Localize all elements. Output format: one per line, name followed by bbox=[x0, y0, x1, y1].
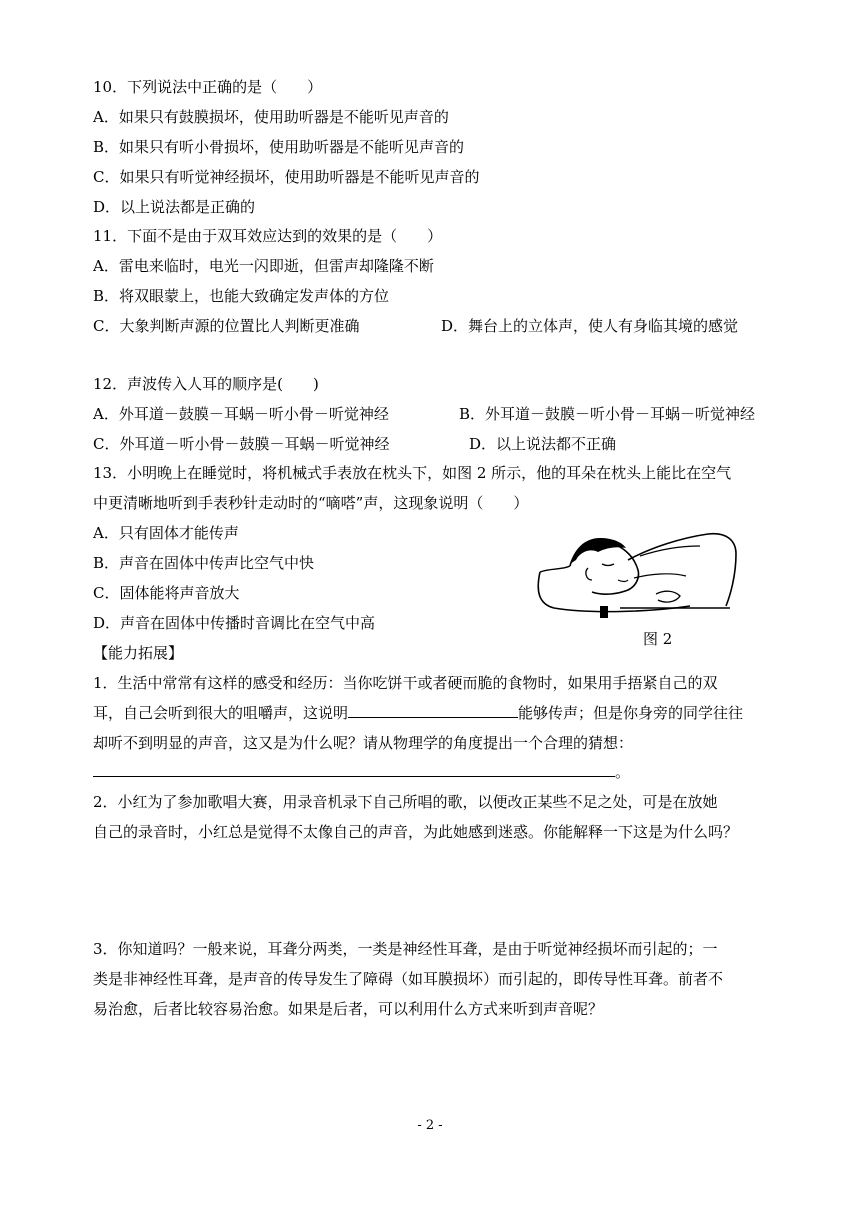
q10-option-a: A．如果只有鼓膜损坏，使用助听器是不能听见声音的 bbox=[93, 108, 449, 126]
q10-stem: 10．下列说法中正确的是（ ） bbox=[93, 78, 323, 96]
q12-option-c: C．外耳道－听小骨－鼓膜－耳蜗－听觉神经 bbox=[93, 435, 390, 453]
q13-stem-line1: 13．小明晚上在睡觉时，将机械式手表放在枕头下，如图 2 所示，他的耳朵在枕头上能比在空气 bbox=[93, 464, 732, 482]
q13-option-b: B．声音在固体中传声比空气中快 bbox=[93, 554, 315, 572]
e3-line2: 类是非神经性耳聋，是声音的传导发生了障碍（如耳膜损坏）而引起的，即传导性耳聋。前者不 bbox=[93, 970, 724, 988]
q12-option-b: B．外耳道－鼓膜－听小骨－耳蜗－听觉神经 bbox=[459, 405, 756, 423]
e1-line2-start: 耳，自己会听到很大的咀嚼声，这说明 bbox=[93, 704, 349, 722]
e3-line3: 易治愈，后者比较容易治愈。如果是后者，可以利用什么方式来听到声音呢？ bbox=[93, 1000, 604, 1018]
figure-caption: 图 2 bbox=[643, 630, 673, 648]
e1-line4 bbox=[93, 762, 630, 782]
q11-option-a: A．雷电来临时，电光一闪即逝，但雷声却隆隆不断 bbox=[93, 257, 434, 275]
q13-option-c: C．固体能将声音放大 bbox=[93, 584, 240, 602]
q10-option-c: C．如果只有听觉神经损坏，使用助听器是不能听见声音的 bbox=[93, 168, 480, 186]
e2-line2: 自己的录音时，小红总是觉得不太像自己的声音，为此她感到迷惑。你能解释一下这是为什么吗？ bbox=[93, 823, 739, 841]
e1-line3: 却听不到明显的声音，这又是为什么呢？请从物理学的角度提出一个合理的猜想： bbox=[93, 734, 634, 752]
answer-blank-1[interactable] bbox=[348, 703, 518, 718]
q12-option-d: D．以上说法都不正确 bbox=[469, 435, 617, 453]
q11-option-c: C．大象判断声源的位置比人判断更准确 bbox=[93, 317, 360, 335]
sleeping-boy-figure bbox=[530, 520, 740, 630]
q13-option-d: D．声音在固体中传播时音调比在空气中高 bbox=[93, 614, 376, 632]
q10-option-d: D．以上说法都是正确的 bbox=[93, 198, 256, 216]
e1-line2 bbox=[93, 703, 743, 723]
e2-line1: 2．小红为了参加歌唱大赛，用录音机录下自己所唱的歌，以便改正某些不足之处，可是在放她 bbox=[93, 793, 718, 811]
e1-line4-end: 。 bbox=[615, 763, 631, 781]
q13-option-a: A．只有固体才能传声 bbox=[93, 524, 239, 542]
q11-option-b: B．将双眼蒙上，也能大致确定发声体的方位 bbox=[93, 287, 390, 305]
q11-stem: 11．下面不是由于双耳效应达到的效果的是（ ） bbox=[93, 227, 443, 245]
page-number: - 2 - bbox=[417, 1118, 443, 1133]
q12-stem: 12．声波传入人耳的顺序是( ) bbox=[93, 375, 319, 393]
q10-option-b: B．如果只有听小骨损坏，使用助听器是不能听见声音的 bbox=[93, 138, 465, 156]
e1-line2-end: 能够传声；但是你身旁的同学往往 bbox=[518, 704, 744, 722]
q12-option-a: A．外耳道－鼓膜－耳蜗－听小骨－听觉神经 bbox=[93, 405, 389, 423]
e1-line1: 1．生活中常常有这样的感受和经历：当你吃饼干或者硬而脆的食物时，如果用手捂紧自己的双 bbox=[93, 674, 718, 692]
q11-option-d: D．舞台上的立体声，使人有身临其境的感觉 bbox=[441, 317, 739, 335]
section-title: 【能力拓展】 bbox=[93, 644, 184, 662]
q13-stem-line2: 中更清晰地听到手表秒针走动时的“嘀嗒”声，这现象说明（ ） bbox=[93, 494, 529, 512]
e3-line1: 3．你知道吗？一般来说，耳聋分两类，一类是神经性耳聋，是由于听觉神经损坏而引起的；一 bbox=[93, 940, 718, 958]
answer-blank-2[interactable] bbox=[93, 762, 615, 777]
